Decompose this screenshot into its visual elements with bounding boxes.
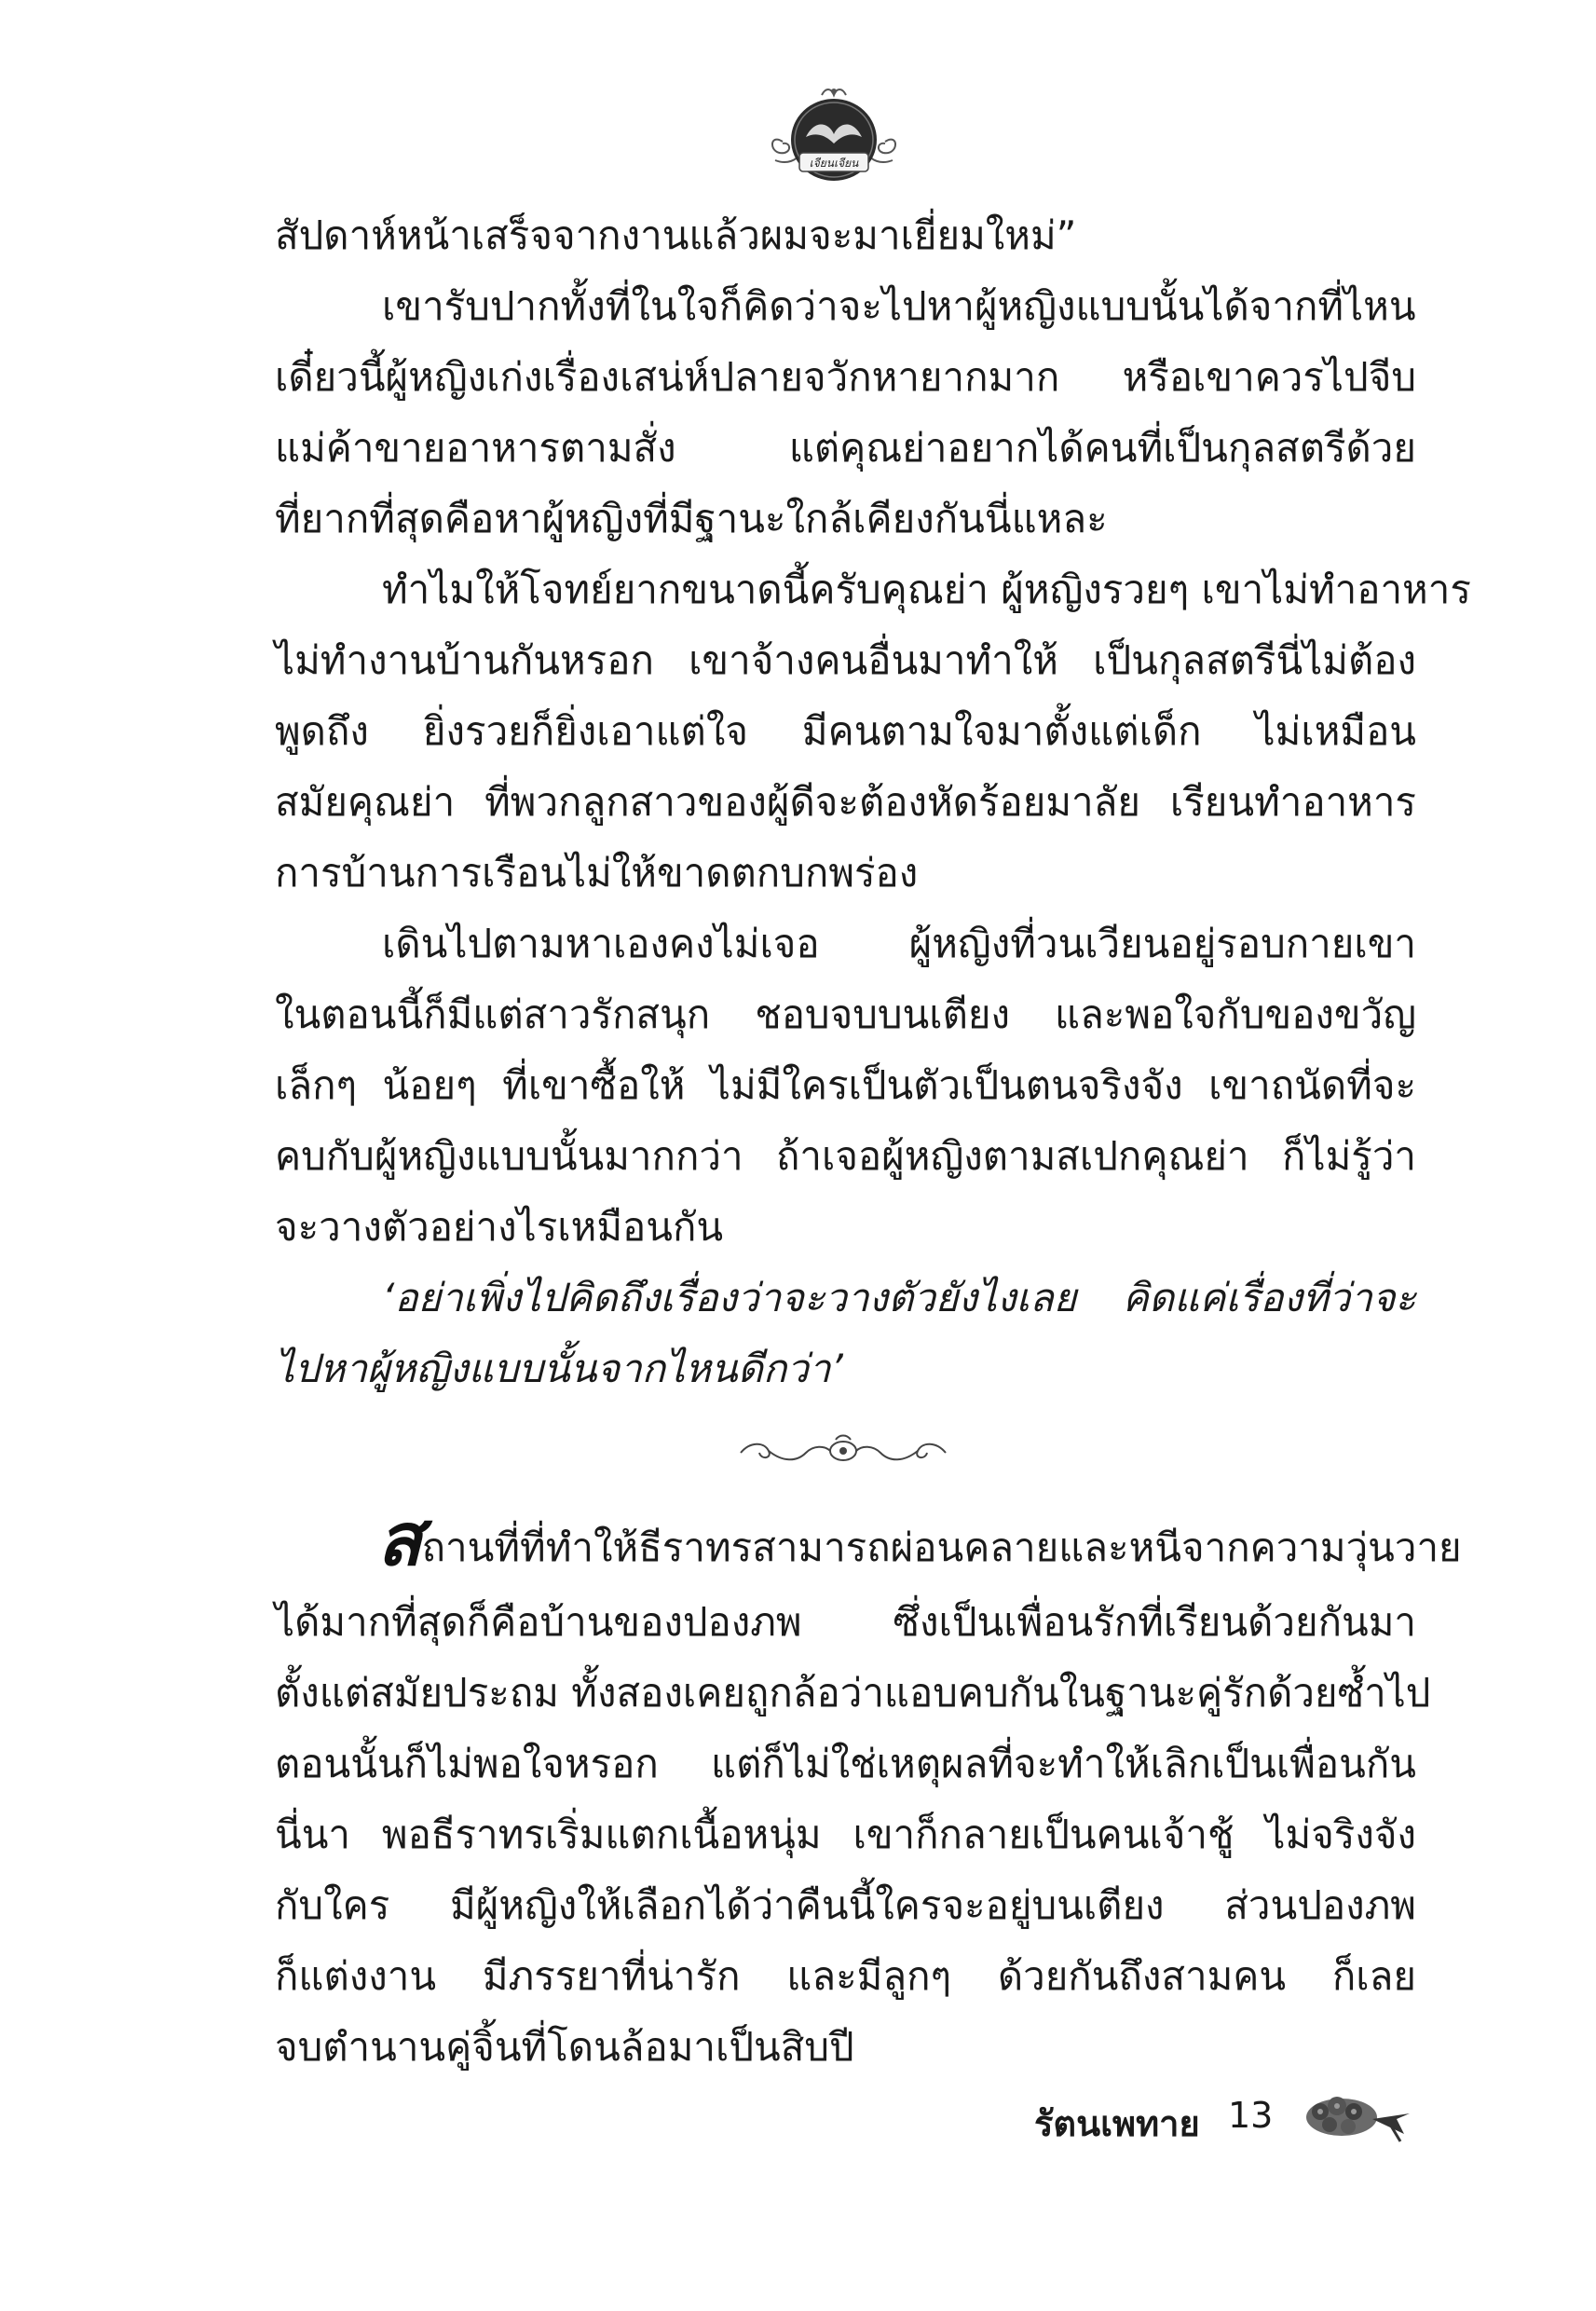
flourish-divider-icon — [731, 1432, 955, 1470]
text-line: ได้มากที่สุดก็คือบ้านของปองภพ ซึ่งเป็นเพื่อนรักที่เรียนด้วยกันมา — [275, 1599, 1416, 1645]
text-line: ที่ยากที่สุดคือหาผู้หญิงที่มีฐานะใกล้เคียงกันนี่แหละ — [275, 496, 1108, 541]
page-number: 13 — [1228, 2095, 1274, 2136]
dropcap-letter: ส — [377, 1498, 422, 1582]
text-line: เดี๋ยวนี้ผู้หญิงเก่งเรื่องเสน่ห์ปลายจวักหายากมาก หรือเขาควรไปจีบ — [275, 354, 1416, 400]
text-line: แม่ค้าขายอาหารตามสั่ง แต่คุณย่าอยากได้คนที่เป็นกุลสตรีด้วย — [275, 425, 1416, 471]
text-line: ตั้งแต่สมัยประถม ทั้งสองเคยถูกล้อว่าแอบคบกันในฐานะคู่รักด้วยซ้ำไป — [275, 1670, 1431, 1716]
text-line: ถานที่ที่ทำให้ธีราทรสามารถผ่อนคลายและหนีจากความวุ่นวาย — [421, 1525, 1462, 1570]
text-line: จบตำนานคู่จิ้นที่โดนล้อมาเป็นสิบปี — [275, 2024, 854, 2070]
text-line: เล็กๆ น้อยๆ ที่เขาซื้อให้ ไม่มีใครเป็นตัวเป็นตนจริงจัง เขาถนัดที่จะ — [275, 1062, 1416, 1108]
book-title: รัตนเพทาย — [1034, 2103, 1200, 2144]
text-line: สัปดาห์หน้าเสร็จจากงานแล้วผมจะมาเยี่ยมใหม่” — [275, 212, 1077, 258]
text-line: ก็แต่งงาน มีภรรยาที่น่ารัก และมีลูกๆ ด้วยกันถึงสามคน ก็เลย — [275, 1953, 1416, 1999]
text-line-italic: ไปหาผู้หญิงแบบนั้นจากไหนดีกว่า’ — [275, 1346, 843, 1391]
page-footer — [1034, 2085, 1425, 2160]
body-text — [275, 200, 1471, 2083]
text-line: ทำไมให้โจทย์ยากขนาดนี้ครับคุณย่า ผู้หญิงรวยๆ เขาไม่ทำอาหาร — [382, 567, 1471, 612]
dropcap-line — [275, 1498, 1462, 1587]
ornament-icon — [764, 67, 904, 188]
text-line: เขารับปากทั้งที่ในใจก็คิดว่าจะไปหาผู้หญิงแบบนั้นได้จากที่ไหน — [382, 283, 1416, 329]
logo-text: เจียนเจียน — [809, 157, 859, 170]
text-line: สมัยคุณย่า ที่พวกลูกสาวของผู้ดีจะต้องหัดร้อยมาลัย เรียนทำอาหาร — [275, 779, 1416, 825]
text-line-italic: ‘อย่าเพิ่งไปคิดถึงเรื่องว่าจะวางตัวยังไงเลย คิดแค่เรื่องที่ว่าจะ — [382, 1275, 1416, 1320]
header-ornament-logo — [764, 67, 904, 188]
text-line: ในตอนนี้ก็มีแต่สาวรักสนุก ชอบจบบนเตียง และพอใจกับของขวัญ — [275, 991, 1416, 1037]
text-line: การบ้านการเรือนไม่ให้ขาดตกบกพร่อง — [275, 850, 919, 896]
text-line: นี่นา พอธีราทรเริ่มแตกเนื้อหนุ่ม เขาก็กลายเป็นคนเจ้าชู้ ไม่จริงจัง — [275, 1812, 1416, 1857]
text-line: ตอนนั้นก็ไม่พอใจหรอก แต่ก็ไม่ใช่เหตุผลที่จะทำให้เลิกเป็นเพื่อนกัน — [275, 1741, 1416, 1786]
text-line: เดินไปตามหาเองคงไม่เจอ ผู้หญิงที่วนเวียนอยู่รอบกายเขา — [382, 921, 1416, 966]
text-line: จะวางตัวอย่างไรเหมือนกัน — [275, 1204, 724, 1250]
text-line: คบกับผู้หญิงแบบนั้นมากกว่า ถ้าเจอผู้หญิงตามสเปกคุณย่า ก็ไม่รู้ว่า — [275, 1133, 1416, 1179]
text-line: ไม่ทำงานบ้านกันหรอก เขาจ้างคนอื่นมาทำให้ เป็นกุลสตรีนี่ไม่ต้อง — [275, 637, 1416, 683]
section-divider — [275, 1404, 1416, 1509]
text-line: กับใคร มีผู้หญิงให้เลือกได้ว่าคืนนี้ใครจะอยู่บนเตียง ส่วนปองภพ — [275, 1882, 1416, 1928]
flower-bouquet-icon — [1300, 2085, 1421, 2151]
text-line: พูดถึง ยิ่งรวยก็ยิ่งเอาแต่ใจ มีคนตามใจมาตั้งแต่เด็ก ไม่เหมือน — [275, 708, 1416, 754]
